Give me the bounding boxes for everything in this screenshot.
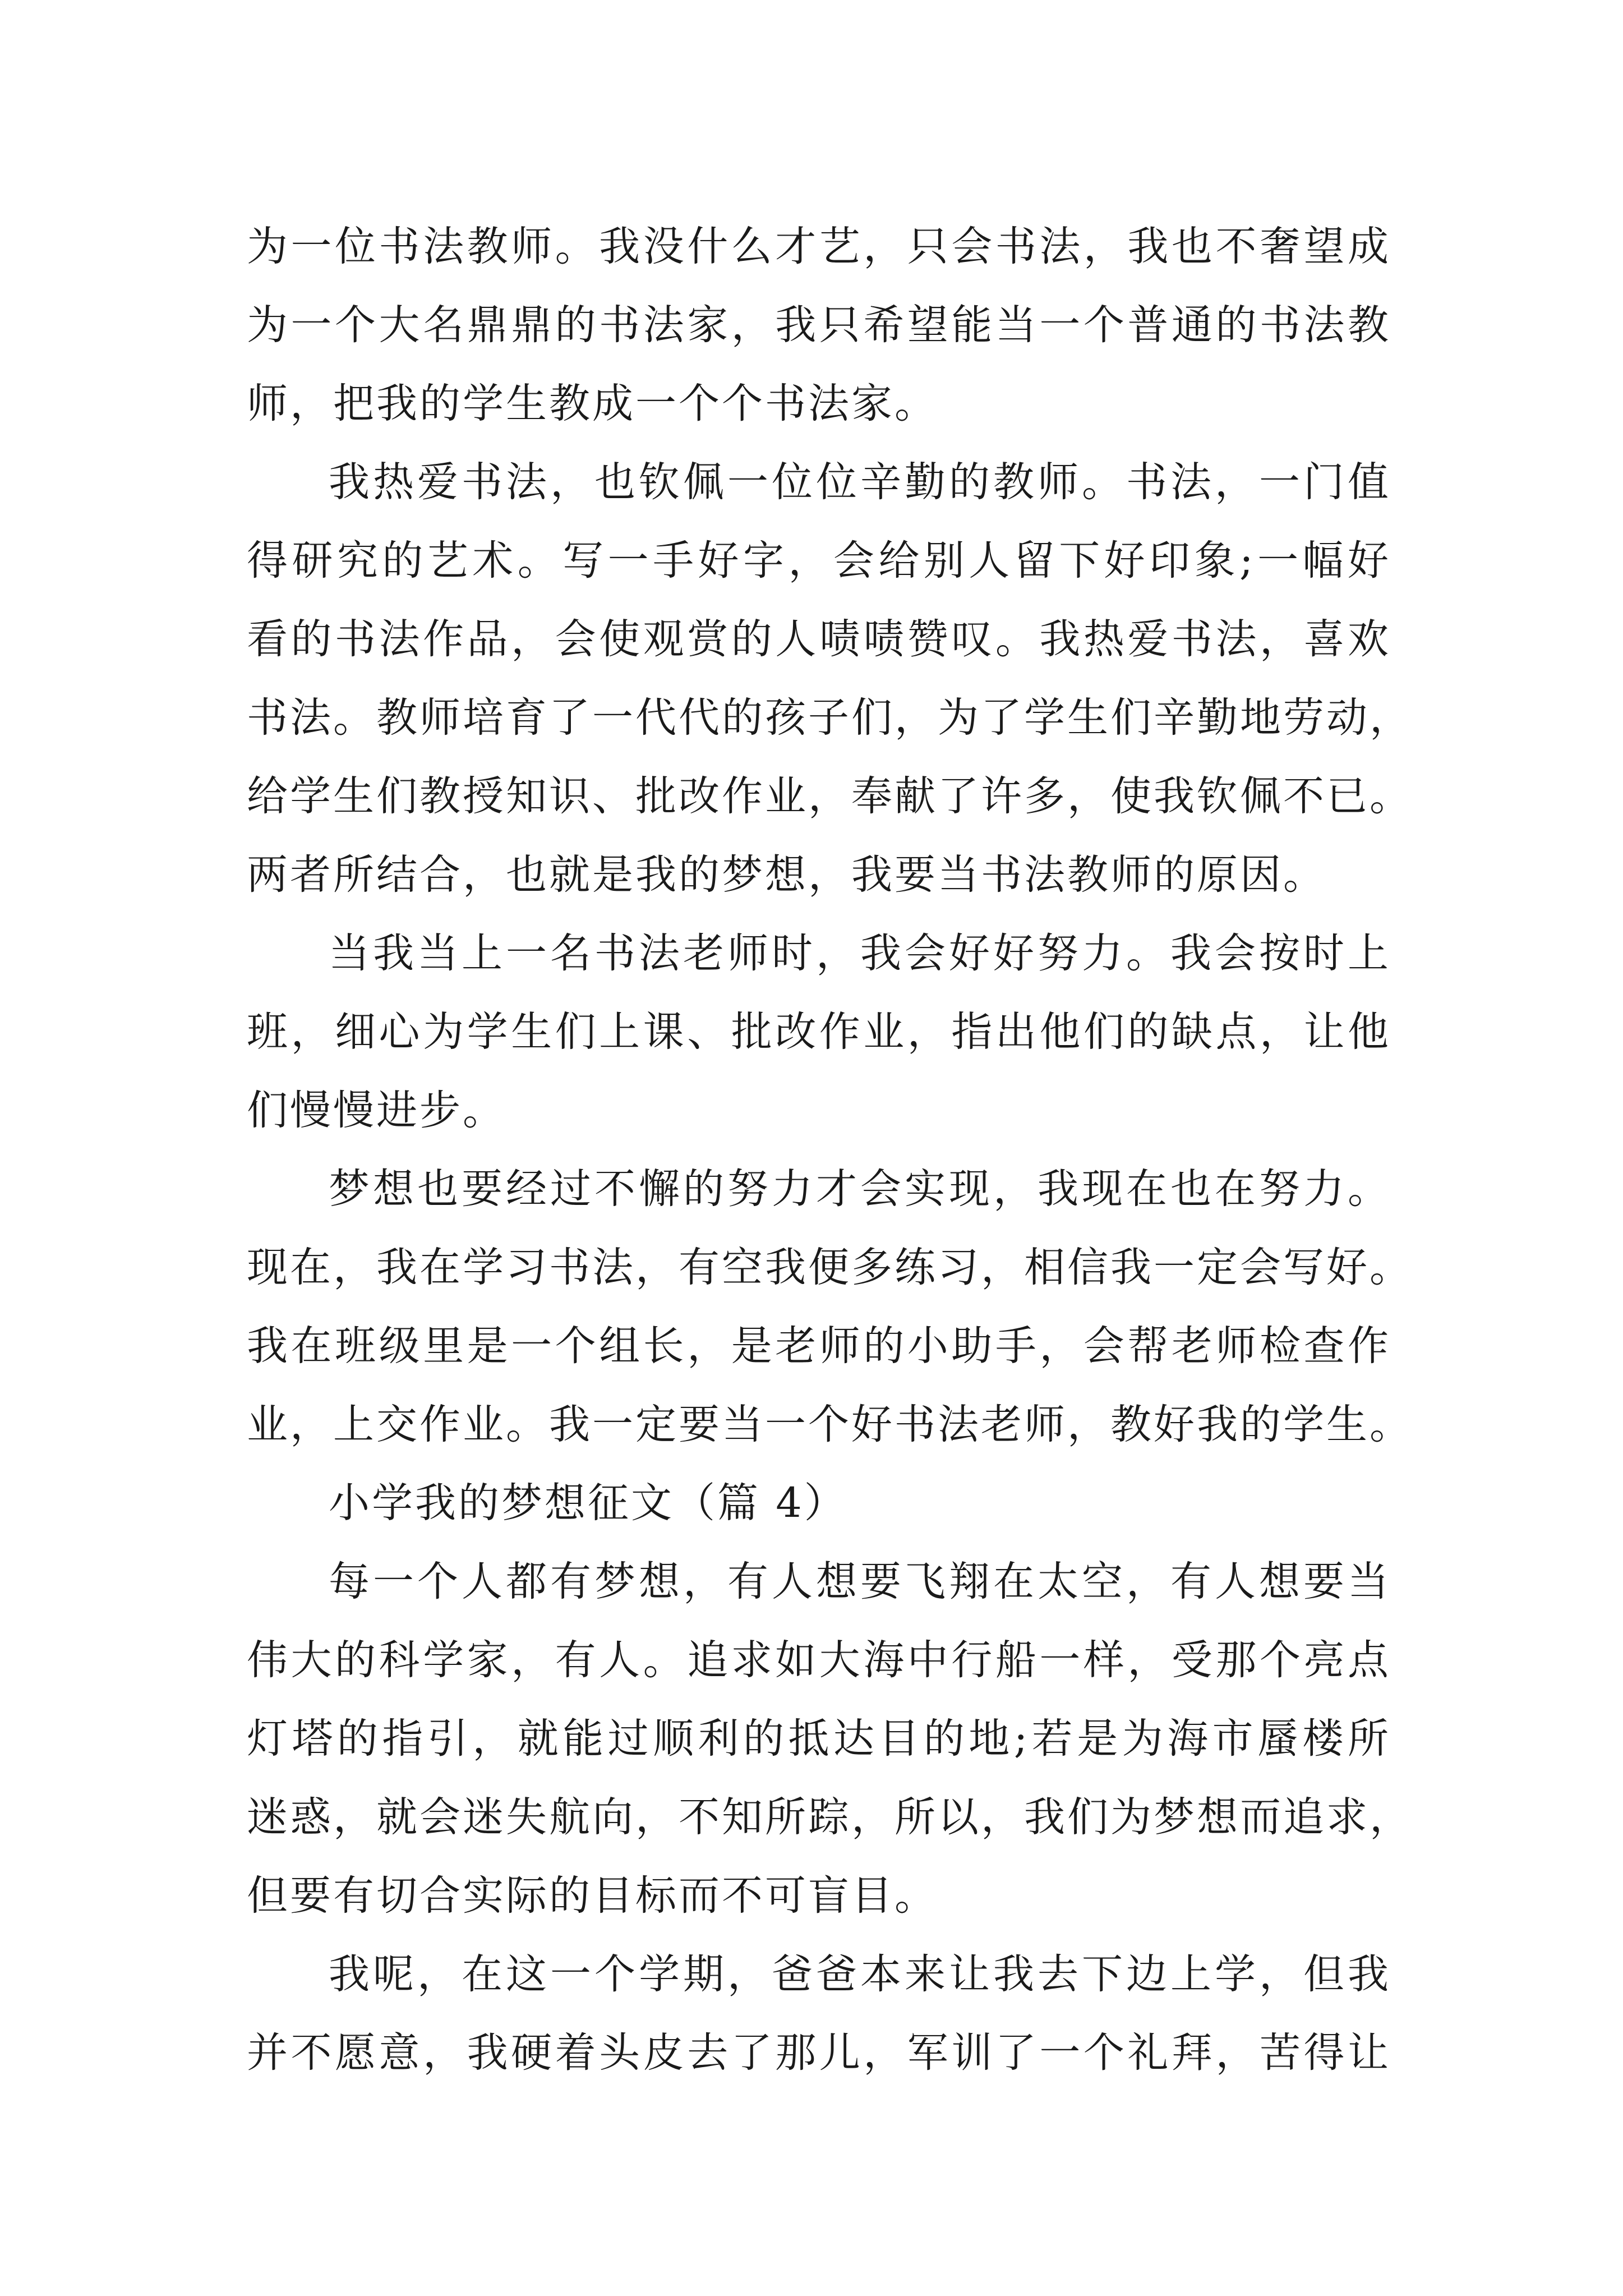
essay-body: [247, 208, 1413, 2092]
paragraph-line: 看的书法作品，会使观赏的人啧啧赞叹。我热爱书法，喜欢: [247, 615, 1391, 663]
paragraph-line: 灯塔的指引，就能过顺利的抵达目的地;若是为海市蜃楼所: [247, 1715, 1391, 1763]
paragraph-line: 书法。教师培育了一代代的孩子们，为了学生们辛勤地劳动，: [247, 694, 1413, 742]
paragraph-line: 两者所结合，也就是我的梦想，我要当书法教师的原因。: [247, 851, 1326, 899]
paragraph-line: 并不愿意，我硬着头皮去了那儿，军训了一个礼拜，苦得让: [247, 2029, 1391, 2077]
section-heading: 小学我的梦想征文（篇 4）: [329, 1479, 847, 1527]
paragraph-line: 得研究的艺术。写一手好字，会给别人留下好印象;一幅好: [247, 537, 1391, 585]
paragraph-line: 业，上交作业。我一定要当一个好书法老师，教好我的学生。: [247, 1401, 1413, 1448]
paragraph-line: 给学生们教授知识、批改作业，奉献了许多，使我钦佩不已。: [247, 772, 1413, 820]
paragraph-line: 我呢，在这一个学期，爸爸本来让我去下边上学，但我: [329, 1950, 1391, 1998]
paragraph-line: 梦想也要经过不懈的努力才会实现，我现在也在努力。: [329, 1165, 1391, 1213]
paragraph-line: 每一个人都有梦想，有人想要飞翔在太空，有人想要当: [329, 1558, 1391, 1605]
paragraph-line: 为一位书法教师。我没什么才艺，只会书法，我也不奢望成: [247, 223, 1391, 270]
paragraph-line: 为一个大名鼎鼎的书法家，我只希望能当一个普通的书法教: [247, 301, 1391, 349]
paragraph-line: 班，细心为学生们上课、批改作业，指出他们的缺点，让他: [247, 1008, 1391, 1056]
paragraph-line: 现在，我在学习书法，有空我便多练习，相信我一定会写好。: [247, 1244, 1413, 1291]
paragraph-line: 但要有切合实际的目标而不可盲目。: [247, 1872, 938, 1920]
paragraph-line: 师，把我的学生教成一个个书法家。: [247, 380, 938, 427]
paragraph-line: 迷惑，就会迷失航向，不知所踪，所以，我们为梦想而追求，: [247, 1793, 1413, 1841]
paragraph-line: 当我当上一名书法老师时，我会好好努力。我会按时上: [329, 930, 1391, 977]
paragraph-line: 我热爱书法，也钦佩一位位辛勤的教师。书法，一门值: [329, 458, 1391, 506]
paragraph-line: 伟大的科学家，有人。追求如大海中行船一样，受那个亮点: [247, 1636, 1391, 1684]
paragraph-line: 我在班级里是一个组长，是老师的小助手，会帮老师检查作: [247, 1322, 1391, 1370]
paragraph-line: 们慢慢进步。: [247, 1087, 506, 1134]
